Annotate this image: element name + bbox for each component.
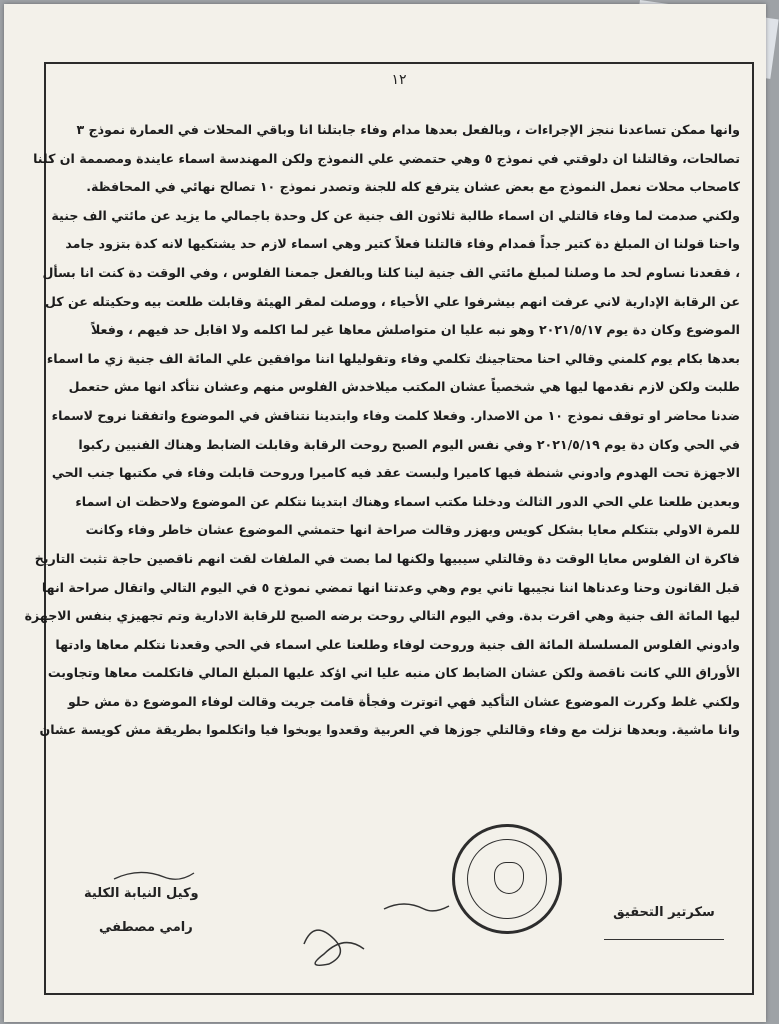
text-line: كاصحاب محلات نعمل النموذج مع بعض عشان يترفع كله للجنة وتصدر نموذج ١٠ تصالح نهائي في المحافظة. bbox=[86, 179, 740, 195]
text-line: الاجهزة تحت الهدوم وادوني شنطة فيها كاميرا ولبست عقد فيه كاميرا وروحت قابلت وفاء في مكتبها جنب الحي bbox=[51, 465, 740, 481]
secretary-signature-label: سكرتير التحقيق bbox=[604, 899, 724, 940]
text-line: ولكني غلط وكررت الموضوع عشان التأكيد فهي اتوترت وفجأة قامت جريت وقالت لوفاء الموضوع دة مش حلو bbox=[67, 693, 740, 709]
document-page bbox=[4, 4, 766, 1022]
seal-inner-ring bbox=[467, 839, 547, 919]
text-line: الموضوع وكان دة يوم ٢٠٢١/٥/١٧ وهو نبه عليا ان متواصلش معاها غير لما اكلمه ولا اقابل حد فيهم ، وفعلاً bbox=[90, 322, 740, 338]
text-line: فاكرة ان الفلوس معايا الوقت دة وقالتلي سيبيها ولكنها لما بصت في الملفات لقت انهم ناقصين حاجة تثبت التاريخ bbox=[34, 550, 740, 566]
text-line: في الحي وكان دة يوم ٢٠٢١/٥/١٩ وفي نفس اليوم الصبح روحت الرقابة وقابلت الضابط وهناك الفنيين ركبوا bbox=[78, 436, 740, 452]
prosecutor-name: رامي مصطفي bbox=[99, 920, 193, 935]
text-line: قبل القانون وحنا وعدناها اننا نجيبها تاني يوم وهي وعدتنا انها تمضي نموذج ٥ في اليوم التالي واتقال صراحة انها bbox=[41, 579, 740, 595]
text-line: عن الرقابة الإدارية لاني عرفت انهم بيشرفوا علي الأحياء ، ووصلت لمقر الهيئة وقابلت طلعت بيه وحكيتله عن كل bbox=[45, 293, 740, 309]
page-border-frame bbox=[24, 62, 754, 995]
text-line: واحنا قولنا ان المبلغ دة كتير جداً فمدام وفاء قالتلنا فعلاً كتير وهي اسماء لازم حد يشتكيها لانه كدة بتزود جامد bbox=[65, 236, 740, 252]
text-line: ضدنا محاضر او توقف نموذج ١٠ من الاصدار. وفعلا كلمت وفاء وابتدينا نتناقش في الموضوع واتفقنا نروح لاسماء bbox=[51, 407, 740, 423]
page-number: ١٢ bbox=[391, 72, 407, 88]
text-line: وانا ماشية. وبعدها نزلت مع وفاء وقالتلي جوزها في العربية وقعدوا يوبخوا فيا واتكلموا بطريقة مش كويسة عشان bbox=[39, 722, 740, 738]
text-line: الأوراق اللي كانت ناقصة ولكن عشان الضابط كان منبه عليا اني اؤكد عليها المبلغ المالي فاتكلمت معاها وتجاوبت bbox=[47, 665, 740, 681]
text-line: طلبت ولكن لازم نقدمها ليها هي شخصياً عشان المكتب ميلاخدش الفلوس منهم وعشان نتأكد انها مش حتعمل bbox=[68, 379, 740, 395]
text-line: بعدها بكام يوم كلمني وقالي احنا محتاجينك تكلمي وفاء وتقوليلها اننا موافقين علي المائة الف جنية زي ما اسماء bbox=[46, 350, 740, 366]
text-line: وانها ممكن تساعدنا ننجز الإجراءات ، وبالفعل بعدها مدام وفاء جابتلنا انا وباقي المحلات في العمارة نموذج ٣ bbox=[76, 122, 740, 137]
text-line: ولكني صدمت لما وفاء قالتلي ان اسماء طالبة ثلاثون الف جنية عن كل وحدة باجمالي ما يزيد عن مائتي الف جنية bbox=[51, 207, 740, 223]
testimony-body bbox=[24, 116, 740, 745]
official-seal bbox=[452, 824, 562, 934]
text-line: وبعدين طلعنا علي الحي الدور الثالث ودخلنا مكتب اسماء وهناك ابتدينا نتكلم عن الموضوع ولاحظت ان اسماء bbox=[75, 493, 740, 509]
text-line: تصالحات، وقالتلنا ان دلوقتي في نموذج ٥ وهي حتمضي علي النموذج ولكن المهندسة اسماء عايندة ومصممة ان كلنا bbox=[33, 150, 740, 166]
text-line: ، فقعدنا نساوم لحد ما وصلنا لمبلغ مائتي الف جنية لينا كلنا وبالفعل جمعنا الفلوس ، وفي الوقت دة كنت انا بسأل bbox=[42, 264, 740, 280]
text-line: وادوني الفلوس المسلسلة المائة الف جنية وروحت لوفاء وطلعنا علي اسماء في الحي وقعدنا نتكلم معاها وادتها bbox=[55, 636, 740, 652]
prosecutor-title: وكيل النيابة الكلية bbox=[84, 886, 199, 901]
eagle-emblem-icon bbox=[494, 862, 524, 894]
text-line: للمرة الاولي بتتكلم معايا بشكل كويس وبهزر وقالت صراحة انها حتمشي الموضوع عشان خاطر وفاء وكانت bbox=[85, 522, 740, 538]
text-line: ليها المائة الف جنية وهي اقرت بدة. وفي اليوم التالي روحت برضه الصبح للرقابة الادارية وتم تجهيزي بنفس الاجهزة bbox=[24, 608, 740, 624]
